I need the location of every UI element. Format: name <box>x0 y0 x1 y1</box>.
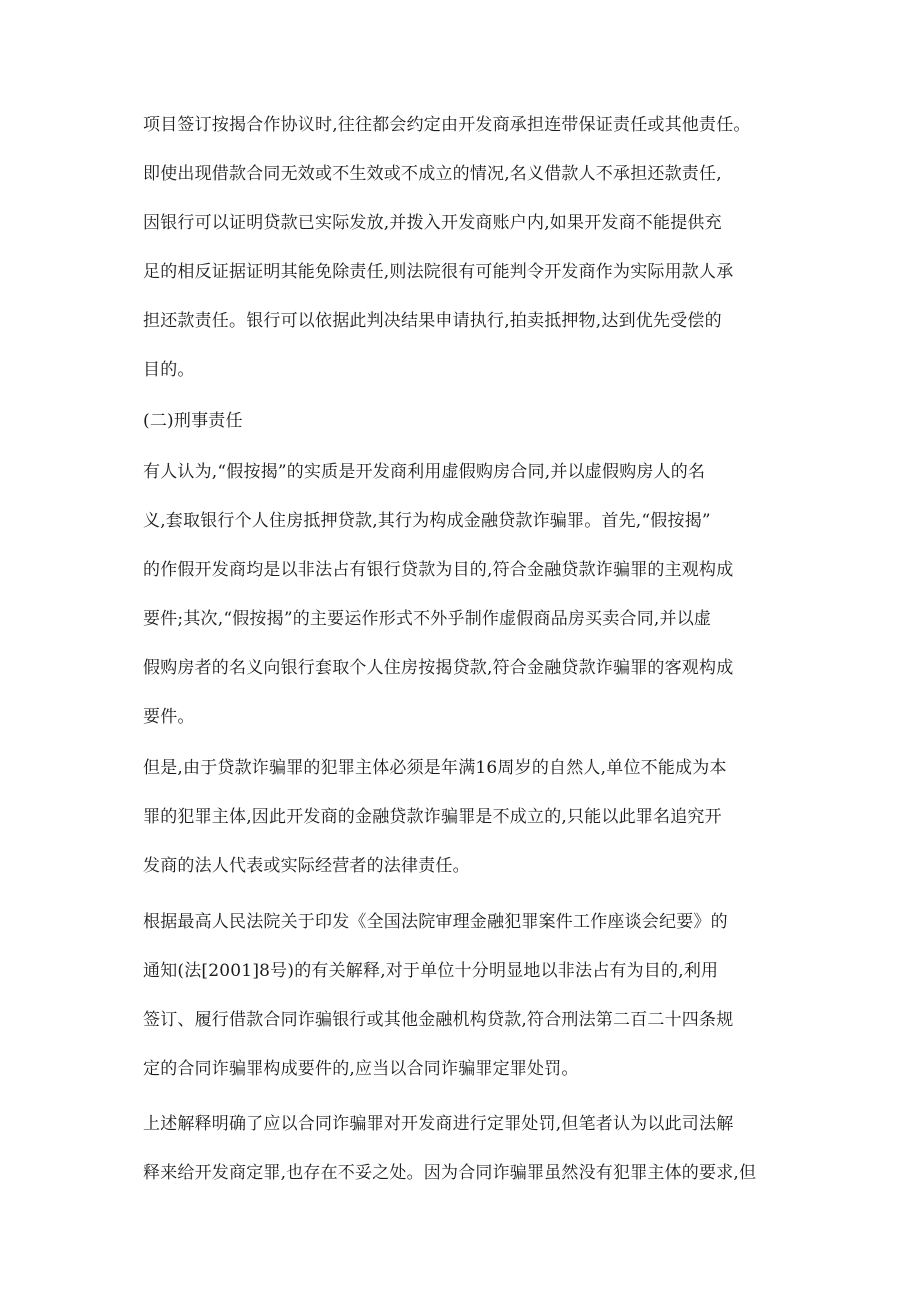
text-line-19: 签订、履行借款合同诈骗银行或其他金融机构贷款,符合刑法第二百二十四条规 <box>143 1010 734 1030</box>
text-line-12: 假购房者的名义向银行套取个人住房按揭贷款,符合金融贷款诈骗罪的客观构成 <box>143 658 734 678</box>
text-line-6: 目的。 <box>143 360 195 380</box>
text-line-13: 要件。 <box>143 707 195 727</box>
text-line-10: 的作假开发商均是以非法占有银行贷款为目的,符合金融贷款诈骗罪的主观构成 <box>143 560 734 580</box>
text-line-17: 根据最高人民法院关于印发《全国法院审理金融犯罪案件工作座谈会纪要》的 <box>143 912 728 932</box>
text-line-8: 有人认为,“假按揭”的实质是开发商利用虚假购房合同,并以虚假购房人的名 <box>143 462 706 482</box>
text-line-21: 上述解释明确了应以合同诈骗罪对开发商进行定罪处罚,但笔者认为以此司法解 <box>143 1114 734 1134</box>
text-line-11: 要件;其次,“假按揭”的主要运作形式不外乎制作虚假商品房买卖合同,并以虚 <box>143 609 712 629</box>
text-line-22: 释来给开发商定罪,也存在不妥之处。因为合同诈骗罪虽然没有犯罪主体的要求,但 <box>143 1163 757 1183</box>
text-line-2: 即使出现借款合同无效或不生效或不成立的情况,名义借款人不承担还款责任, <box>143 164 722 184</box>
text-line-15: 罪的犯罪主体,因此开发商的金融贷款诈骗罪是不成立的,只能以此罪名追究开 <box>143 807 722 827</box>
text-line-9: 义,套取银行个人住房抵押贷款,其行为构成金融贷款诈骗罪。首先,“假按揭” <box>143 511 711 531</box>
text-line-16: 发商的法人代表或实际经营者的法律责任。 <box>143 856 470 876</box>
text-line-3: 因银行可以证明贷款已实际发放,并拨入开发商账户内,如果开发商不能提供充 <box>143 213 722 233</box>
text-line-4: 足的相反证据证明其能免除责任,则法院很有可能判令开发商作为实际用款人承 <box>143 262 734 282</box>
section-heading: (二)刑事责任 <box>143 411 243 431</box>
text-line-20: 定的合同诈骗罪构成要件的,应当以合同诈骗罪定罪处罚。 <box>143 1059 579 1079</box>
text-line-14: 但是,由于贷款诈骗罪的犯罪主体必须是年满16周岁的自然人,单位不能成为本 <box>143 758 727 778</box>
text-line-1: 项目签订按揭合作协议时,往往都会约定由开发商承担连带保证责任或其他责任。 <box>143 115 751 135</box>
text-line-18: 通知(法[2001]8号)的有关解释,对于单位十分明显地以非法占有为目的,利用 <box>143 961 719 981</box>
text-line-5: 担还款责任。银行可以依据此判决结果申请执行,拍卖抵押物,达到优先受偿的 <box>143 311 722 331</box>
